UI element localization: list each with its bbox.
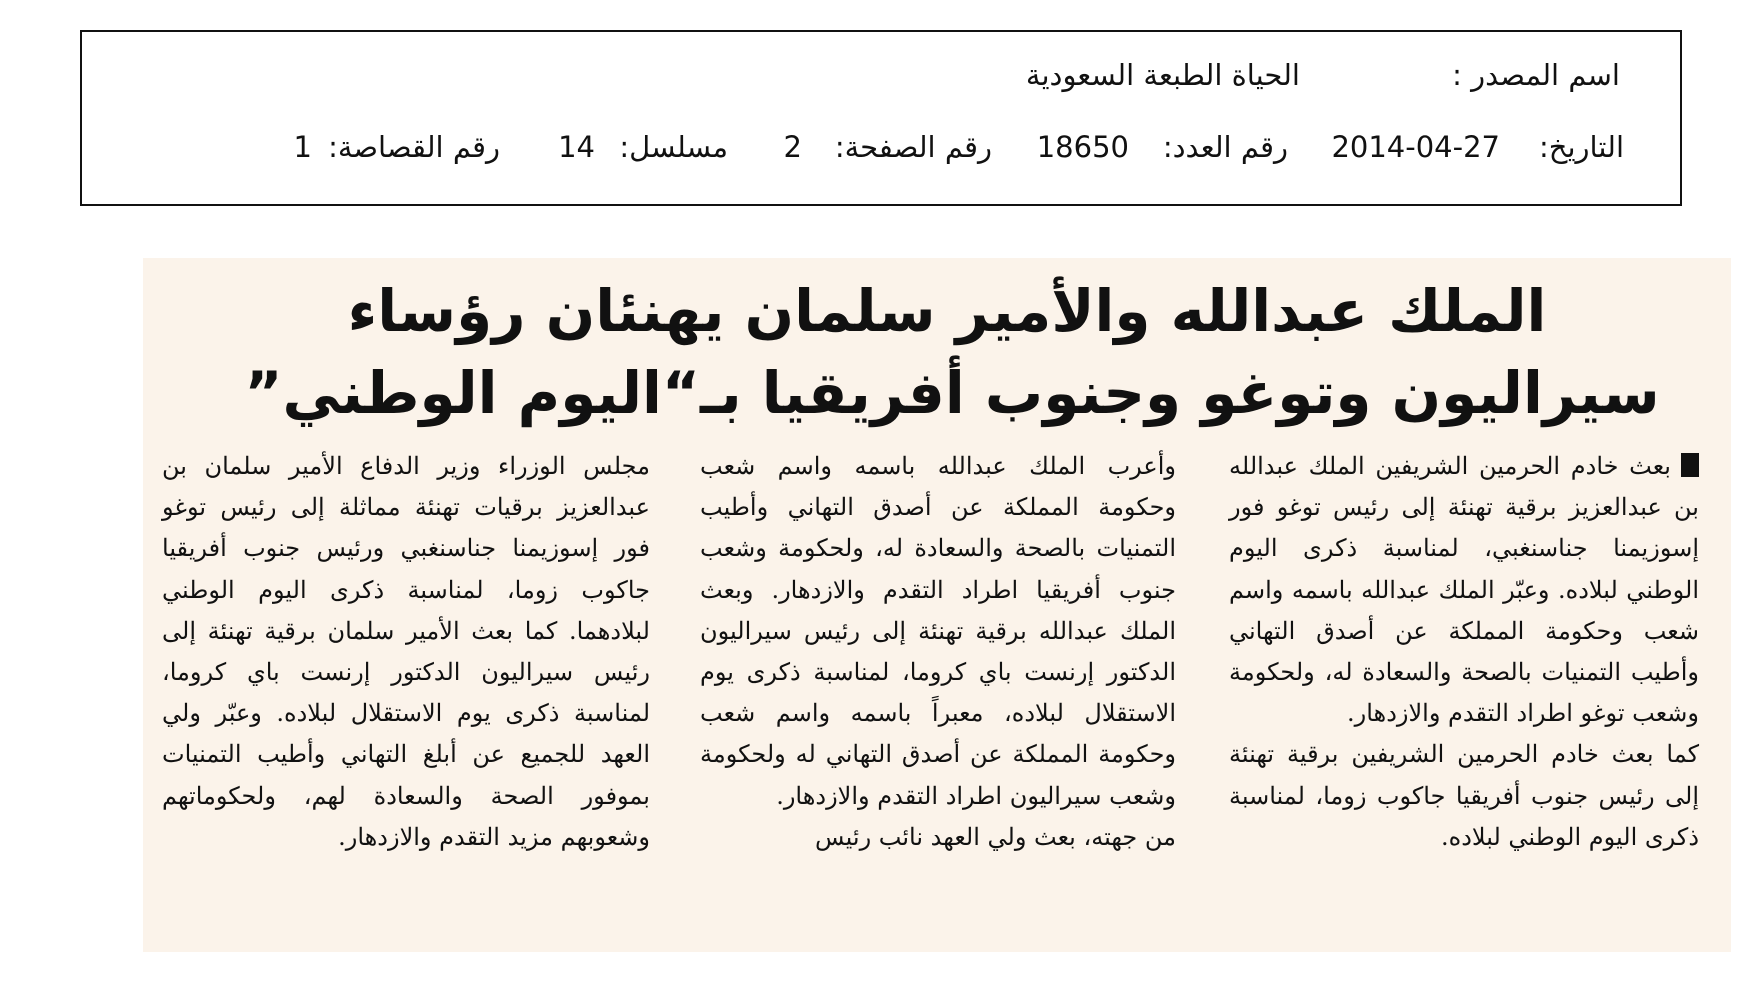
headline-line-1: الملك عبدالله والأمير سلمان يهنئان رؤساء — [347, 277, 1547, 345]
article-column-3 — [162, 446, 650, 858]
paragraph-text: بعث خادم الحرمين الشريفين الملك عبدالله بن عبدالعزيز برقية تهنئة إلى رئيس توغو فور إسوزيمنا جناسنغبي، لمناسبة ذكرى اليوم الوطني لبلاده. وعبّر الملك عبدالله باسمه واسم شعب وحكومة المملكة عن أصدق التهاني وأطيب التمنيات بالصحة والسعادة له، ولحكومة وشعب توغو اطراد التقدم والازدهار. — [1229, 452, 1699, 728]
details-row — [82, 126, 1680, 168]
date-value: 2014-04-27 — [1331, 130, 1500, 164]
clip-label: رقم القصاصة: — [328, 130, 500, 164]
issue-value: 18650 — [1036, 130, 1129, 164]
source-info-box — [80, 30, 1682, 206]
bullet-square-icon — [1681, 453, 1699, 477]
paragraph — [1229, 446, 1699, 734]
headline-line-2: سيراليون وتوغو وجنوب أفريقيا بـ“اليوم الوطني” — [244, 359, 1660, 427]
serial-value: 14 — [558, 130, 595, 164]
page-label: رقم الصفحة: — [834, 130, 992, 164]
paragraph: كما بعث خادم الحرمين الشريفين برقية تهنئة إلى رئيس جنوب أفريقيا جاكوب زوما، لمناسبة ذكرى اليوم الوطني لبلاده. — [1229, 740, 1699, 851]
article-column-1 — [1229, 446, 1699, 858]
paragraph: وأعرب الملك عبدالله باسمه واسم شعب وحكومة المملكة عن أصدق التهاني وأطيب التمنيات بالصحة والسعادة له، ولحكومة وشعب جنوب أفريقيا اطراد التقدم والازدهار. وبعث الملك عبدالله برقية تهنئة إلى رئيس سيراليون الدكتور إرنست باي كروما، لمناسبة ذكرى يوم الاستقلال لبلاده، معبراً باسمه واسم شعب وحكومة المملكة عن أصدق التهاني له ولحكومة وشعب سيراليون اطراد التقدم والازدهار. — [700, 452, 1176, 810]
issue-label: رقم العدد: — [1162, 130, 1288, 164]
source-row — [82, 54, 1680, 96]
source-value: الحياة الطبعة السعودية — [1025, 58, 1300, 92]
news-clipping — [143, 258, 1731, 952]
paragraph: من جهته، بعث ولي العهد نائب رئيس — [815, 822, 1176, 851]
article-column-2 — [700, 446, 1176, 858]
date-label: التاريخ: — [1538, 130, 1624, 164]
serial-label: مسلسل: — [619, 130, 728, 164]
page-value: 2 — [783, 130, 802, 164]
paragraph: مجلس الوزراء وزير الدفاع الأمير سلمان بن عبدالعزيز برقيات تهنئة مماثلة إلى رئيس توغو فور إسوزيمنا جناسنغبي ورئيس جنوب أفريقيا جاكوب زوما، لمناسبة ذكرى اليوم الوطني لبلادهما. كما بعث الأمير سلمان برقية تهنئة إلى رئيس سيراليون الدكتور إرنست باي كروما، لمناسبة ذكرى يوم الاستقلال لبلاده. وعبّر ولي العهد للجميع عن أبلغ التهاني وأطيب التمنيات بموفور الصحة والسعادة لهم، ولحكوماتهم وشعوبهم مزيد التقدم والازدهار. — [162, 452, 650, 851]
clip-value: 1 — [293, 130, 312, 164]
source-label: اسم المصدر : — [1452, 58, 1620, 92]
